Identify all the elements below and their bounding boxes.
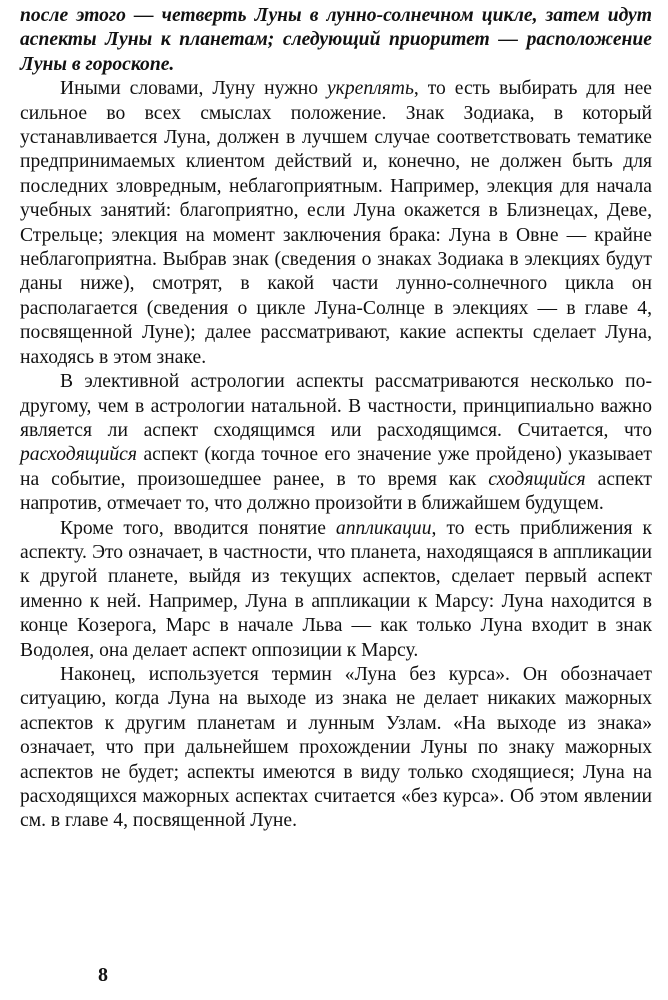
paragraph-4: [20, 517, 652, 663]
paragraph-1: [20, 4, 652, 77]
page-body: [20, 4, 652, 834]
text-segment: В элективной астрологии аспекты рассматриваются несколько по-другому, чем в астрологии натальной. В частности, принципиально важно является ли аспект сходящимся или расходящимся. Считается, что: [20, 371, 652, 441]
emphasis-word: укреплять: [326, 78, 414, 100]
text-segment: , то есть приближения к аспекту. Это означает, в частности, что планета, находящаяся в аппликации к другой планете, выйдя из текущих аспектов, сделает первый аспект именно к ней. Например, Луна в аппликации к Марсу: Луна находится в конце Козерога, Марс в начале Льва — как только Луна входит в знак Водолея, она делает аспект оппозиции к Марсу.: [20, 517, 652, 661]
paragraph-5: [20, 663, 652, 834]
text-segment: после этого — четверть Луны в лунно-солнечном цикле, затем идут аспекты Луны к планетам; следующий приоритет — расположение Луны в гороскопе.: [20, 5, 652, 75]
page-number: 8: [98, 964, 108, 986]
emphasis-word: аппликации: [335, 517, 432, 539]
text-segment: , то есть выбирать для нее сильное во всех смыслах положение. Знак Зодиака, в который устанавливается Луна, должен в лучшем случае соответствовать тематике предпринимаемых клиентом действий и, конечно, не должен быть для последних зловредным, неблагоприятным. Например, элекция для начала учебных занятий: благоприятно, если Луна окажется в Близнецах, Деве, Стрельце; элекция на момент заключения брака: Луна в Овне — крайне неблагоприятна. Выбрав знак (сведения о знаках Зодиака в элекциях будут даны ниже), смотрят, в какой части лунно-солнечного цикла он располагается (сведения о цикле Луна-Солнце в элекциях — в главе 4, посвященной Луне); далее рассматривают, какие аспекты сделает Луна, находясь в этом знаке.: [20, 78, 653, 368]
text-segment: Кроме того, вводится понятие: [60, 517, 336, 539]
emphasis-word: расходящийся: [20, 444, 137, 466]
text-segment: аспект (когда точное его значение уже пройдено) указывает на событие, произошедшее ранее, в то время как: [20, 444, 652, 490]
text-segment: Наконец, используется термин «Луна без курса». Он обозначает ситуацию, когда Луна на выходе из знака не делает никаких мажорных аспектов к другим планетам и лунным Узлам. «На выходе из знака» означает, что при дальнейшем прохождении Луны по знаку мажорных аспектов не будет; аспекты имеются в виду только сходящиеся; Луна на расходящихся мажорных аспектах считается «без курса». Об этом явлении см. в главе 4, посвященной Луне.: [20, 663, 652, 832]
paragraph-3: [20, 370, 652, 516]
text-segment: Иными словами, Луну нужно: [60, 78, 327, 100]
text-segment: аспект напротив, отмечает то, что должно произойти в ближайшем будущем.: [20, 468, 652, 515]
emphasis-word: сходящийся: [488, 468, 586, 490]
paragraph-2: [20, 77, 652, 370]
